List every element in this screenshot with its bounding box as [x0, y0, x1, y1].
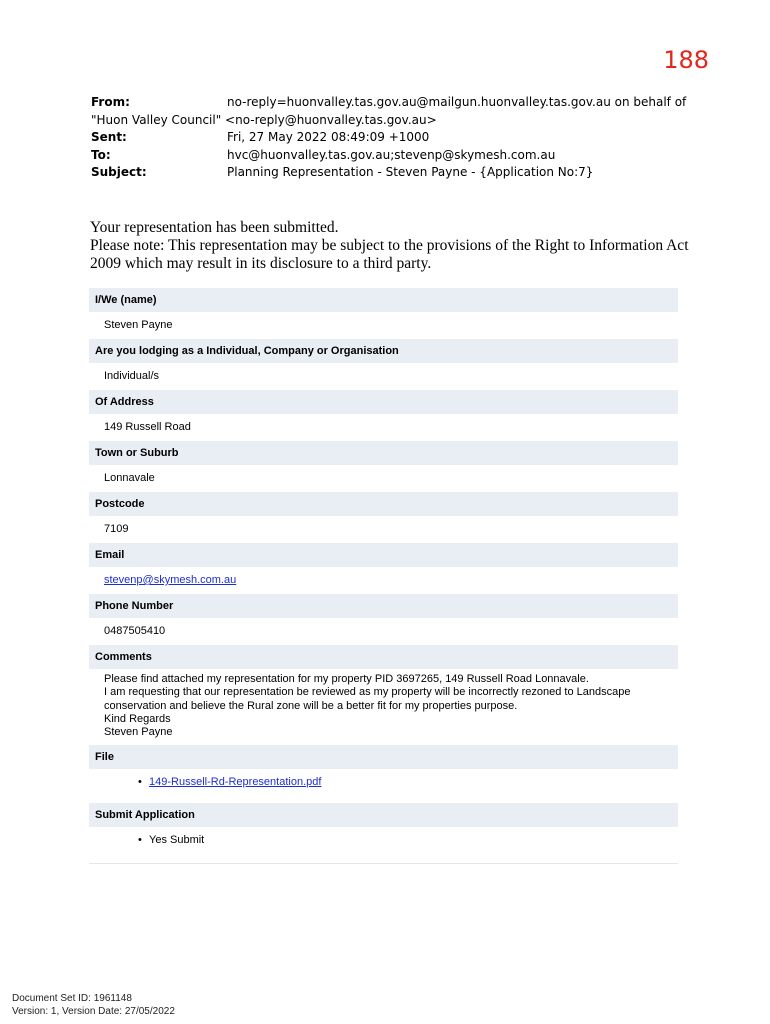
submit-list-item: • Yes Submit: [149, 827, 663, 853]
comments-line: Please find attached my representation for my property PID 3697265, 149 Russell Road Lonnavale.: [104, 673, 589, 685]
from-label: From:: [91, 95, 130, 109]
lodging-answer: Individual/s: [104, 370, 160, 382]
version-info: Version: 1, Version Date: 27/05/2022: [12, 1006, 175, 1017]
comments-line: I am requesting that our representation be reviewed as my property will be incorrectly rezoned to Landscape: [104, 686, 631, 699]
phone-question: Phone Number: [89, 594, 678, 618]
submit-answer: [89, 827, 678, 863]
address-question: Of Address: [89, 390, 678, 414]
sent-label: Sent:: [91, 130, 127, 144]
intro-message: [90, 219, 690, 273]
address-answer: 149 Russell Road: [104, 421, 191, 433]
email-header: [91, 94, 691, 182]
intro-line-rti-note: Please note: This representation may be subject to the provisions of the Right to Information Act 2009 which may result in its disclosure to a third party.: [90, 237, 689, 272]
subject-label: Subject:: [91, 165, 147, 179]
file-answer: [89, 769, 678, 803]
email-answer: [89, 567, 678, 594]
lodging-question: Are you lodging as a Individual, Company or Organisation: [89, 339, 678, 363]
attachment-link[interactable]: 149-Russell-Rd-Representation.pdf: [149, 776, 322, 789]
email-link[interactable]: stevenp@skymesh.com.au: [104, 574, 237, 586]
email-question: Email: [89, 543, 678, 567]
to-value: hvc@huonvalley.tas.gov.au;stevenp@skymesh.com.au: [227, 147, 556, 162]
from-value: no-reply=huonvalley.tas.gov.au@mailgun.huonvalley.tas.gov.au on behalf of: [227, 95, 687, 109]
town-question: Town or Suburb: [89, 441, 678, 465]
phone-answer: 0487505410: [104, 625, 166, 637]
document-footer: [12, 992, 175, 1018]
name-answer: Steven Payne: [104, 319, 173, 331]
submit-question: Submit Application: [89, 803, 678, 827]
subject-row: [91, 164, 691, 182]
file-question: File: [89, 745, 678, 769]
sent-value: Fri, 27 May 2022 08:49:09 +1000: [227, 130, 430, 144]
town-answer: Lonnavale: [104, 472, 155, 484]
postcode-question: Postcode: [89, 492, 678, 516]
subject-value: Planning Representation - Steven Payne - {Application No:7}: [227, 165, 594, 179]
postcode-answer: 7109: [104, 523, 129, 535]
comments-line: conservation and believe the Rural zone will be a better fit for my properties purpose.: [104, 699, 518, 712]
comments-line: Steven Payne: [104, 726, 173, 739]
comments-line: Kind Regards: [104, 712, 171, 725]
comments-answer: [89, 669, 678, 745]
representation-form: [89, 288, 678, 864]
document-set-id: Document Set ID: 1961148: [12, 993, 132, 1004]
name-question: I/We (name): [89, 288, 678, 312]
page-number: 188: [663, 46, 709, 74]
sent-row: [91, 129, 691, 147]
from-continuation: "Huon Valley Council" <no-reply@huonvalley.tas.gov.au>: [91, 112, 437, 127]
intro-line-submitted: Your representation has been submitted.: [90, 219, 339, 236]
to-label: To:: [91, 147, 111, 162]
from-row: [91, 94, 691, 112]
to-row: [91, 147, 691, 165]
file-list: [104, 769, 663, 795]
file-list-item: [149, 769, 663, 795]
submit-list: [104, 827, 663, 853]
comments-question: Comments: [89, 645, 678, 669]
